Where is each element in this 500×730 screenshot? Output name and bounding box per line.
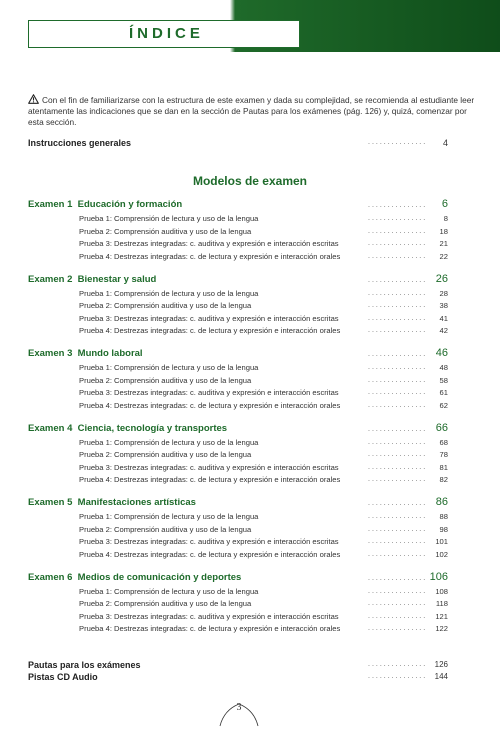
dot-leader: ............... [368, 513, 428, 520]
dot-leader: ............... [368, 314, 428, 322]
dot-leader: ............... [368, 202, 428, 209]
prueba-label: Prueba 2: Comprensión auditiva y uso de la lengua [79, 599, 252, 608]
exam-label [28, 274, 156, 285]
exam-heading[interactable] [0, 348, 500, 361]
dot-leader: ............... [368, 673, 428, 680]
prueba-page: 118 [435, 599, 448, 608]
prueba-entry[interactable] [0, 289, 500, 302]
dot-leader: ............... [368, 438, 428, 446]
prueba-page: 48 [439, 363, 448, 372]
dot-leader: ............... [368, 600, 428, 607]
prueba-page: 102 [435, 549, 448, 559]
prueba-entry[interactable] [0, 326, 500, 339]
prueba-label: Prueba 1: Comprensión de lectura y uso de la lengua [79, 363, 259, 372]
prueba-label: Prueba 3: Destrezas integradas: c. auditiva y expresión e interacción escritas [79, 388, 339, 397]
dot-leader: ............... [368, 451, 428, 458]
exam-title: Ciencia, tecnología y transportes [77, 422, 228, 434]
page-title: ÍNDICE [129, 25, 204, 42]
prueba-label: Prueba 1: Comprensión de lectura y uso de la lengua [79, 437, 259, 447]
prueba-label: Prueba 1: Comprensión de lectura y uso de la lengua [79, 214, 259, 223]
exam-heading[interactable] [0, 572, 500, 585]
exam-label [28, 572, 241, 583]
prueba-page: 58 [439, 375, 448, 385]
prueba-page: 42 [439, 326, 448, 335]
prueba-page: 88 [439, 512, 448, 521]
prueba-label: Prueba 2: Comprensión auditiva y uso de la lengua [79, 375, 252, 385]
exam-number: Examen 5 [28, 497, 73, 508]
toc-label: Pistas CD Audio [28, 672, 98, 682]
prueba-page: 28 [439, 288, 448, 298]
prueba-label: Prueba 2: Comprensión auditiva y uso de la lengua [79, 524, 252, 534]
prueba-entry[interactable] [0, 314, 500, 327]
dot-leader: ............... [368, 625, 428, 632]
prueba-label: Prueba 1: Comprensión de lectura y uso de la lengua [79, 512, 259, 521]
dot-leader: ............... [368, 550, 428, 558]
exam-heading[interactable] [0, 199, 500, 212]
dot-leader: ............... [368, 661, 428, 668]
prueba-label: Prueba 4: Destrezas integradas: c. de lectura y expresión e interacción orales [79, 549, 341, 559]
exam-label [28, 348, 143, 359]
prueba-label: Prueba 2: Comprensión auditiva y uso de la lengua [79, 226, 252, 236]
dot-leader: ............... [368, 215, 428, 222]
dot-leader: ............... [368, 525, 428, 533]
exam-title: Bienestar y salud [77, 273, 157, 285]
warning-triangle-icon [28, 94, 39, 104]
exam-heading[interactable] [0, 497, 500, 510]
page-number [214, 700, 264, 730]
section-title: Modelos de examen [192, 174, 308, 188]
prueba-label: Prueba 4: Destrezas integradas: c. de lectura y expresión e interacción orales [79, 251, 341, 261]
prueba-page: 61 [439, 388, 448, 397]
prueba-page: 98 [439, 524, 448, 534]
prueba-entry[interactable] [0, 512, 500, 525]
prueba-page: 108 [435, 586, 448, 596]
prueba-page: 8 [443, 214, 448, 223]
exam-label [28, 497, 196, 508]
prueba-page: 41 [439, 313, 448, 323]
prueba-label: Prueba 3: Destrezas integradas: c. auditiva y expresión e interacción escritas [79, 611, 339, 621]
dot-leader: ............... [368, 476, 428, 483]
toc-entry-footer[interactable] [0, 672, 500, 685]
exam-title: Medios de comunicación y deportes [77, 571, 242, 583]
prueba-entry[interactable] [0, 363, 500, 376]
exam-number: Examen 1 [28, 199, 73, 210]
prueba-page: 78 [439, 450, 448, 459]
dot-leader: ............... [368, 401, 428, 409]
prueba-page: 101 [435, 537, 448, 546]
exam-page: 86 [435, 496, 448, 508]
prueba-entry[interactable] [0, 252, 500, 265]
exam-number: Examen 3 [28, 348, 73, 359]
prueba-label: Prueba 4: Destrezas integradas: c. de lectura y expresión e interacción orales [79, 624, 341, 633]
prueba-label: Prueba 3: Destrezas integradas: c. auditiva y expresión e interacción escritas [79, 462, 339, 472]
prueba-entry[interactable] [0, 239, 500, 252]
prueba-page: 62 [439, 400, 448, 410]
dot-leader: ............... [368, 327, 428, 334]
toc-entry-instrucciones[interactable] [0, 138, 500, 151]
dot-leader: ............... [368, 351, 428, 358]
prueba-entry[interactable] [0, 612, 500, 625]
page-number-text: 3 [236, 702, 242, 713]
exam-page: 26 [435, 272, 448, 285]
toc-page: 4 [442, 138, 448, 148]
exam-heading[interactable] [0, 423, 500, 436]
exam-number: Examen 6 [28, 571, 73, 583]
prueba-entry[interactable] [0, 587, 500, 600]
prueba-entry[interactable] [0, 214, 500, 227]
prueba-page: 22 [439, 251, 448, 261]
exam-page: 46 [435, 347, 448, 359]
prueba-page: 82 [439, 475, 448, 484]
prueba-entry[interactable] [0, 599, 500, 612]
prueba-entry[interactable] [0, 401, 500, 414]
prueba-label: Prueba 1: Comprensión de lectura y uso de la lengua [79, 586, 259, 596]
prueba-label: Prueba 3: Destrezas integradas: c. auditiva y expresión e interacción escritas [79, 313, 339, 323]
dot-leader: ............... [368, 500, 428, 507]
toc-page: 126 [434, 660, 448, 669]
prueba-page: 122 [435, 624, 448, 633]
prueba-entry[interactable] [0, 537, 500, 550]
dot-leader: ............... [368, 364, 428, 371]
prueba-entry[interactable] [0, 525, 500, 538]
exam-title: Educación y formación [77, 199, 183, 210]
prueba-label: Prueba 3: Destrezas integradas: c. auditiva y expresión e interacción escritas [79, 239, 339, 248]
prueba-label: Prueba 1: Comprensión de lectura y uso de la lengua [79, 288, 259, 298]
toc-label: Instrucciones generales [28, 138, 132, 148]
exam-title: Mundo laboral [77, 348, 143, 359]
exam-page: 6 [441, 198, 448, 210]
intro-text: Con el fin de familiarizarse con la estructura de este examen y dada su complejidad, se recomienda al estudiante leer atentamente las indicaciones que se dan en la sección de Pautas para los exámenes (pág. 126) y, quizá, comenzar por esta sección. [28, 95, 475, 127]
dot-leader: ............... [368, 463, 428, 471]
exam-number: Examen 4 [28, 422, 73, 434]
dot-leader: ............... [368, 289, 428, 297]
exam-page: 106 [429, 570, 448, 583]
exam-title: Manifestaciones artísticas [77, 497, 196, 508]
exam-heading[interactable] [0, 274, 500, 287]
prueba-page: 21 [439, 239, 448, 248]
prueba-page: 121 [435, 611, 448, 621]
toc-label: Pautas para los exámenes [28, 660, 141, 670]
prueba-page: 18 [439, 226, 448, 236]
prueba-entry[interactable] [0, 376, 500, 389]
dot-leader: ............... [368, 587, 428, 595]
exam-label [28, 423, 227, 434]
prueba-entry[interactable] [0, 475, 500, 488]
exam-label [28, 199, 182, 210]
prueba-label: Prueba 4: Destrezas integradas: c. de lectura y expresión e interacción orales [79, 326, 341, 335]
dot-leader: ............... [368, 612, 428, 620]
dot-leader: ............... [368, 276, 428, 284]
prueba-entry[interactable] [0, 438, 500, 451]
dot-leader: ............... [368, 252, 428, 260]
exam-number: Examen 2 [28, 273, 73, 285]
dot-leader: ............... [368, 425, 428, 433]
prueba-entry[interactable] [0, 450, 500, 463]
dot-leader: ............... [368, 240, 428, 247]
prueba-label: Prueba 3: Destrezas integradas: c. auditiva y expresión e interacción escritas [79, 537, 339, 546]
prueba-label: Prueba 2: Comprensión auditiva y uso de la lengua [79, 450, 252, 459]
prueba-entry[interactable] [0, 227, 500, 240]
prueba-label: Prueba 4: Destrezas integradas: c. de lectura y expresión e interacción orales [79, 400, 341, 410]
dot-leader: ............... [368, 139, 428, 146]
prueba-entry[interactable] [0, 550, 500, 563]
dot-leader: ............... [368, 376, 428, 384]
dot-leader: ............... [368, 574, 428, 582]
prueba-page: 81 [439, 462, 448, 472]
dot-leader: ............... [368, 389, 428, 396]
prueba-page: 68 [439, 437, 448, 447]
prueba-label: Prueba 2: Comprensión auditiva y uso de la lengua [79, 301, 252, 310]
dot-leader: ............... [368, 227, 428, 235]
toc-page: 144 [434, 672, 448, 681]
prueba-entry[interactable] [0, 463, 500, 476]
prueba-page: 38 [439, 301, 448, 310]
intro-note [28, 94, 476, 128]
dot-leader: ............... [368, 302, 428, 309]
prueba-entry[interactable] [0, 624, 500, 637]
exam-page: 66 [435, 421, 448, 434]
prueba-entry[interactable] [0, 388, 500, 401]
dot-leader: ............... [368, 538, 428, 545]
prueba-label: Prueba 4: Destrezas integradas: c. de lectura y expresión e interacción orales [79, 475, 341, 484]
prueba-entry[interactable] [0, 301, 500, 314]
title-box [28, 20, 300, 48]
